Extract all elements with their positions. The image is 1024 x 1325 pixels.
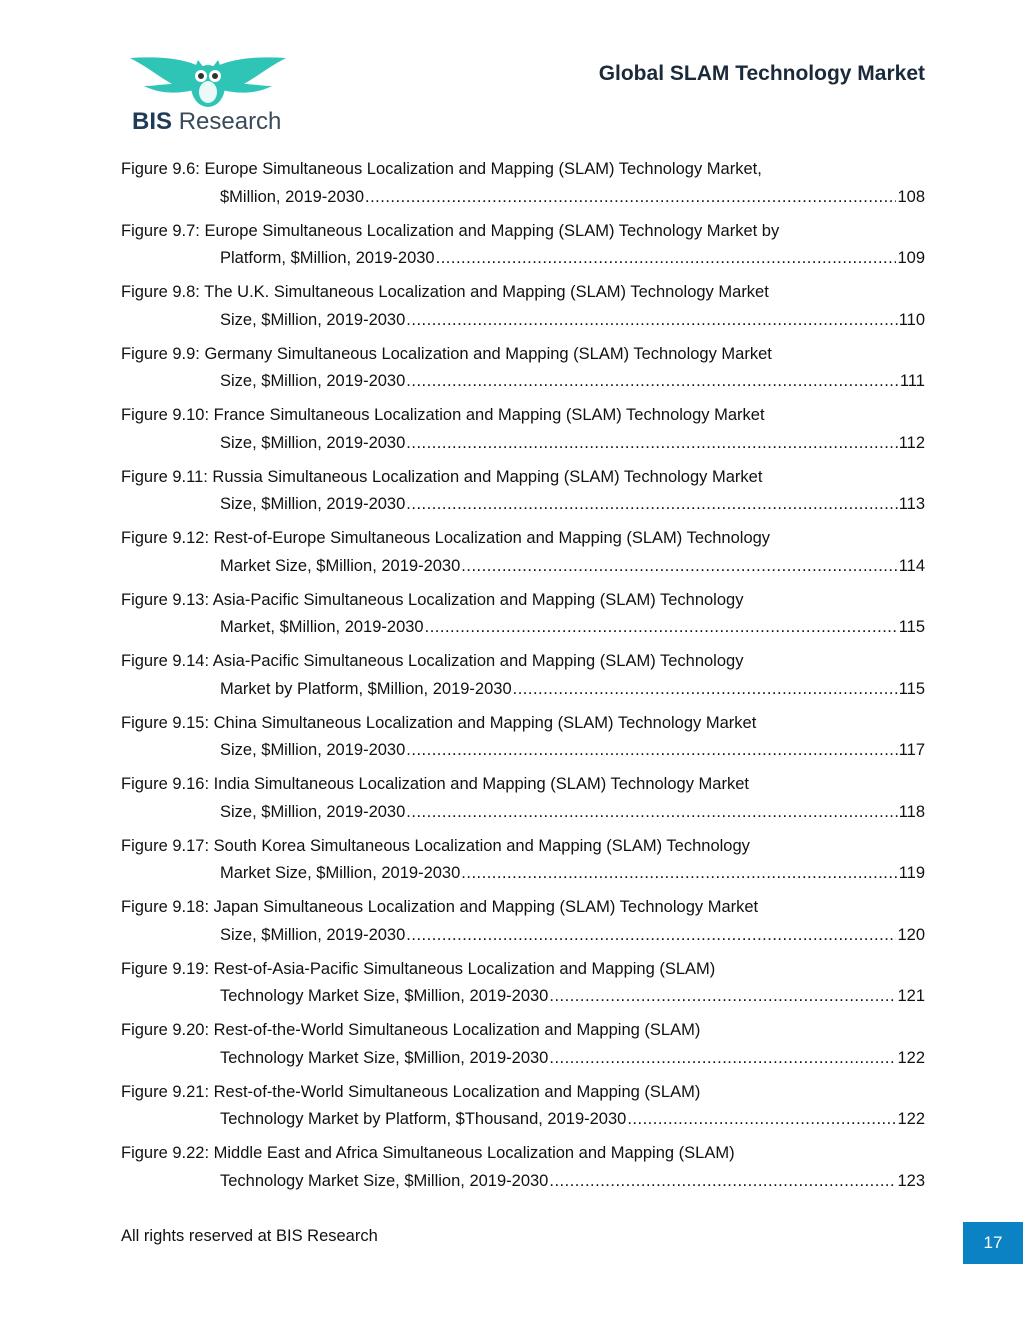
toc-entry[interactable] bbox=[121, 833, 925, 888]
toc-entry-subtitle: Size, $Million, 2019-2030 bbox=[220, 802, 406, 821]
dot-leader bbox=[406, 799, 897, 827]
toc-entry-subtitle-row bbox=[121, 737, 925, 765]
toc-entry-title: Figure 9.21: Rest-of-the-World Simultaneous Localization and Mapping (SLAM) bbox=[121, 1082, 701, 1101]
logo-wordmark bbox=[132, 108, 281, 136]
dot-leader bbox=[406, 368, 899, 396]
toc-entry-subtitle: Market by Platform, $Million, 2019-2030 bbox=[220, 679, 512, 698]
toc-entry-subtitle: Size, $Million, 2019-2030 bbox=[220, 741, 406, 759]
page-number-badge bbox=[963, 1222, 1023, 1264]
dot-leader bbox=[627, 1106, 896, 1134]
toc-entry-subtitle-row bbox=[121, 983, 925, 1011]
toc-entry[interactable] bbox=[121, 341, 925, 396]
toc-entry-title: Figure 9.13: Asia-Pacific Simultaneous Localization and Mapping (SLAM) Technology bbox=[121, 590, 744, 609]
dot-leader bbox=[549, 1045, 896, 1073]
toc-page-number: 115 bbox=[898, 618, 925, 636]
toc-entry-title: Figure 9.17: South Korea Simultaneous Localization and Mapping (SLAM) Technology bbox=[121, 836, 750, 855]
toc-entry-title: Figure 9.19: Rest-of-Asia-Pacific Simultaneous Localization and Mapping (SLAM) bbox=[121, 959, 716, 978]
toc-page-number: 122 bbox=[897, 1110, 925, 1128]
toc-entry-subtitle: Platform, $Million, 2019-2030 bbox=[220, 249, 435, 267]
toc-entry-subtitle: Market Size, $Million, 2019-2030 bbox=[220, 864, 461, 882]
toc-entry-subtitle: Technology Market by Platform, $Thousand, 2019-2030 bbox=[220, 1110, 627, 1128]
toc-entry-title: Figure 9.18: Japan Simultaneous Localization and Mapping (SLAM) Technology Market bbox=[121, 898, 759, 916]
toc-entry-title: Figure 9.8: The U.K. Simultaneous Localization and Mapping (SLAM) Technology Market bbox=[121, 283, 769, 301]
dot-leader bbox=[513, 676, 898, 704]
toc-entry-subtitle: Market, $Million, 2019-2030 bbox=[220, 618, 424, 636]
dot-leader bbox=[406, 430, 897, 458]
toc-entry-subtitle-row bbox=[121, 553, 925, 581]
toc-entry[interactable] bbox=[121, 218, 925, 273]
toc-entry-subtitle: Size, $Million, 2019-2030 bbox=[220, 925, 406, 944]
toc-page-number: 111 bbox=[899, 372, 925, 390]
table-of-figures bbox=[121, 156, 925, 1202]
logo-brand-rest: Research bbox=[178, 108, 282, 135]
toc-entry-subtitle-row bbox=[121, 860, 925, 888]
toc-entry-subtitle-row bbox=[121, 922, 925, 950]
toc-entry-title: Figure 9.14: Asia-Pacific Simultaneous Localization and Mapping (SLAM) Technology bbox=[121, 652, 744, 670]
toc-entry-subtitle: Size, $Million, 2019-2030 bbox=[220, 372, 406, 390]
dot-leader bbox=[406, 737, 897, 765]
toc-page-number: 110 bbox=[898, 310, 925, 329]
toc-entry-title: Figure 9.12: Rest-of-Europe Simultaneous Localization and Mapping (SLAM) Technology bbox=[121, 529, 771, 547]
toc-entry-subtitle-row bbox=[121, 430, 925, 458]
dot-leader bbox=[425, 614, 898, 642]
toc-entry-subtitle-row bbox=[121, 368, 925, 396]
toc-page-number: 120 bbox=[897, 925, 925, 944]
toc-page-number: 114 bbox=[898, 556, 925, 575]
toc-entry-subtitle: Market Size, $Million, 2019-2030 bbox=[220, 556, 461, 575]
toc-page-number: 109 bbox=[897, 249, 925, 267]
toc-entry-subtitle-row bbox=[121, 245, 925, 273]
document-title: Global SLAM Technology Market bbox=[598, 62, 925, 85]
toc-entry-subtitle-row bbox=[121, 307, 925, 335]
toc-entry[interactable] bbox=[121, 156, 925, 211]
toc-entry-title: Figure 9.22: Middle East and Africa Simultaneous Localization and Mapping (SLAM) bbox=[121, 1144, 735, 1162]
toc-entry-subtitle: Size, $Million, 2019-2030 bbox=[220, 433, 406, 452]
toc-page-number: 113 bbox=[898, 495, 925, 513]
dot-leader bbox=[549, 983, 896, 1011]
dot-leader bbox=[549, 1168, 896, 1196]
toc-page-number: 108 bbox=[897, 187, 925, 206]
toc-entry-title: Figure 9.10: France Simultaneous Localization and Mapping (SLAM) Technology Market bbox=[121, 406, 765, 424]
dot-leader bbox=[461, 553, 897, 581]
toc-entry-title: Figure 9.15: China Simultaneous Localization and Mapping (SLAM) Technology Market bbox=[121, 713, 757, 732]
toc-entry-subtitle: $Million, 2019-2030 bbox=[220, 187, 365, 206]
toc-entry-title: Figure 9.11: Russia Simultaneous Localization and Mapping (SLAM) Technology Market bbox=[121, 467, 763, 486]
toc-entry[interactable] bbox=[121, 402, 925, 457]
toc-entry[interactable] bbox=[121, 279, 925, 334]
toc-entry-title: Figure 9.7: Europe Simultaneous Localization and Mapping (SLAM) Technology Market by bbox=[121, 221, 780, 240]
toc-page-number: 117 bbox=[898, 741, 925, 759]
toc-entry-subtitle-row bbox=[121, 184, 925, 212]
page-number: 17 bbox=[983, 1233, 1003, 1252]
toc-entry[interactable] bbox=[121, 894, 925, 949]
dot-leader bbox=[406, 307, 897, 335]
toc-page-number: 112 bbox=[898, 433, 925, 452]
dot-leader bbox=[436, 245, 897, 273]
toc-entry-subtitle: Technology Market Size, $Million, 2019-2030 bbox=[220, 1048, 549, 1067]
toc-page-number: 118 bbox=[898, 802, 925, 821]
footer-rights: All rights reserved at BIS Research bbox=[121, 1227, 378, 1245]
toc-entry-title: Figure 9.9: Germany Simultaneous Localization and Mapping (SLAM) Technology Market bbox=[121, 344, 772, 363]
toc-entry-subtitle-row bbox=[121, 1045, 925, 1073]
toc-entry-subtitle-row bbox=[121, 799, 925, 827]
toc-entry[interactable] bbox=[121, 464, 925, 519]
dot-leader bbox=[406, 491, 897, 519]
dot-leader bbox=[365, 184, 896, 212]
toc-page-number: 122 bbox=[897, 1048, 925, 1067]
toc-entry-subtitle: Size, $Million, 2019-2030 bbox=[220, 310, 406, 329]
toc-entry[interactable] bbox=[121, 587, 925, 642]
toc-entry-subtitle: Technology Market Size, $Million, 2019-2030 bbox=[220, 987, 549, 1005]
toc-entry[interactable] bbox=[121, 710, 925, 765]
dot-leader bbox=[461, 860, 897, 888]
toc-entry-subtitle-row bbox=[121, 1106, 925, 1134]
toc-entry-subtitle-row bbox=[121, 491, 925, 519]
toc-entry[interactable] bbox=[121, 648, 925, 703]
toc-entry[interactable] bbox=[121, 1140, 925, 1195]
toc-entry-title: Figure 9.6: Europe Simultaneous Localization and Mapping (SLAM) Technology Market, bbox=[121, 160, 762, 178]
toc-page-number: 121 bbox=[897, 987, 925, 1005]
toc-entry-subtitle: Technology Market Size, $Million, 2019-2030 bbox=[220, 1171, 549, 1190]
toc-entry-subtitle: Size, $Million, 2019-2030 bbox=[220, 495, 406, 513]
toc-entry-subtitle-row bbox=[121, 676, 925, 704]
toc-page-number: 115 bbox=[898, 679, 925, 698]
toc-entry-subtitle-row bbox=[121, 1168, 925, 1196]
toc-entry[interactable] bbox=[121, 1017, 925, 1072]
toc-entry-subtitle-row bbox=[121, 614, 925, 642]
toc-page-number: 119 bbox=[898, 864, 925, 882]
dot-leader bbox=[406, 922, 896, 950]
toc-entry[interactable] bbox=[121, 956, 925, 1011]
toc-entry[interactable] bbox=[121, 525, 925, 580]
toc-entry-title: Figure 9.16: India Simultaneous Localization and Mapping (SLAM) Technology Market bbox=[121, 775, 749, 793]
toc-page-number: 123 bbox=[897, 1171, 925, 1190]
logo-brand-bold: BIS bbox=[132, 108, 173, 135]
toc-entry[interactable] bbox=[121, 771, 925, 826]
toc-entry-title: Figure 9.20: Rest-of-the-World Simultaneous Localization and Mapping (SLAM) bbox=[121, 1021, 701, 1039]
toc-entry[interactable] bbox=[121, 1079, 925, 1134]
